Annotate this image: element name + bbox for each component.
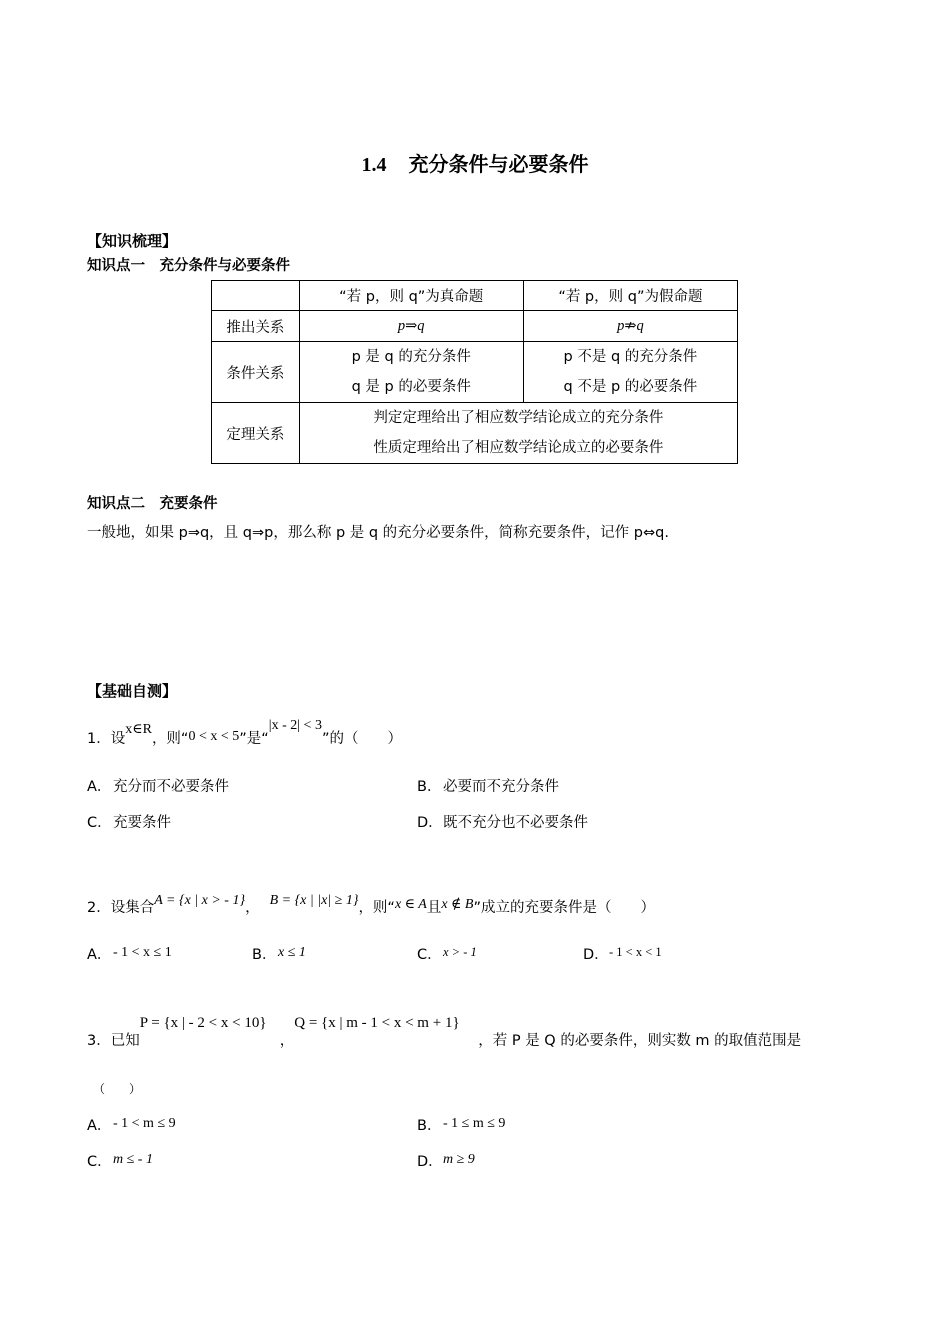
q2-math-c: x ∈ A [394, 897, 427, 912]
derivation-true: p⇒q [299, 311, 523, 342]
q3-text-a: 3．已知 [87, 1033, 140, 1049]
q2-text-b: ， [245, 900, 260, 916]
q2-option-d: D．- 1 < x < 1 [583, 945, 662, 963]
knowledge-point-2-body: 一般地，如果 p⇒q，且 q⇒p，那么称 p 是 q 的充分必要条件，简称充要条件，记作 p⇔q. [87, 525, 669, 541]
knowledge-table [211, 280, 738, 464]
q3-math-a: P = {x | - 2 < x < 10} [139, 1015, 267, 1031]
q2-math-d: x ∉ B [441, 897, 474, 912]
q1-text-d: ”的（ ） [321, 731, 402, 747]
condition-false-line-2: q 不是 p 的必要条件 [563, 379, 698, 395]
q2-option-c: C．x > - 1 [417, 945, 477, 963]
title-number: 1.4 [361, 154, 387, 176]
q1-math-b: 0 < x < 5 [188, 729, 240, 744]
q3-text-b: ， [279, 1033, 295, 1049]
q1-text-b: ，则“ [151, 731, 189, 747]
question-2-stem [87, 893, 655, 917]
condition-false-line-1: p 不是 q 的充分条件 [563, 349, 698, 365]
section-header-selftest: 【基础自测】 [87, 682, 178, 700]
q1-option-b: B． 必要而不充分条件 [417, 779, 559, 795]
q3-math-b: Q = {x | m - 1 < x < m + 1} [294, 1015, 460, 1031]
q2-math-a: A = {x | x > - 1} [154, 893, 246, 908]
q3-text-c: ，若 P 是 Q 的必要条件，则实数 m 的取值范围是 [478, 1033, 802, 1049]
q1-math-c: |x - 2| < 3 [268, 718, 322, 733]
question-3-stem [87, 1015, 802, 1050]
q3-answer-paren: （ ） [93, 1082, 142, 1096]
q2-text-e: ”成立的充要条件是（ ） [473, 900, 655, 916]
q2-text-c: ，则“ [358, 900, 395, 916]
question-1-stem [87, 718, 402, 748]
q3-option-c: C．m ≤ - 1 [87, 1152, 153, 1170]
condition-true-line-2: q 是 p 的必要条件 [351, 379, 471, 395]
theorem-cell [299, 403, 737, 464]
condition-true-line-1: p 是 q 的充分条件 [351, 349, 471, 365]
q2-math-b: B = {x | |x| ≥ 1} [269, 893, 359, 908]
row-label-condition: 条件关系 [212, 342, 300, 403]
table-header-false: “若 p，则 q”为假命题 [523, 281, 737, 311]
q2-option-a: A． - 1 < x ≤ 1 [87, 945, 172, 963]
table-corner-cell [212, 281, 300, 311]
q1-option-d: D．既不充分也不必要条件 [417, 815, 588, 831]
page-title [0, 148, 950, 177]
q3-option-b: B． - 1 ≤ m ≤ 9 [417, 1116, 506, 1134]
q1-text-a: 1．设 [87, 731, 126, 747]
title-text: 充分条件与必要条件 [408, 152, 589, 176]
q1-text-c: ”是“ [239, 731, 269, 747]
knowledge-point-2-title: 知识点二 充要条件 [87, 496, 218, 512]
q1-option-a: A． 充分而不必要条件 [87, 779, 229, 795]
q1-math-a: x∈R [125, 722, 152, 737]
row-label-derivation: 推出关系 [212, 311, 300, 342]
q2-text-d: 且 [426, 900, 442, 916]
condition-true-cell [299, 342, 523, 403]
q2-text-a: 2．设集合 [87, 900, 155, 916]
row-label-theorem: 定理关系 [212, 403, 300, 464]
condition-false-cell [523, 342, 737, 403]
derivation-false: p⇏q [523, 311, 737, 342]
q2-option-b: B． x ≤ 1 [252, 945, 306, 963]
q1-option-c: C．充要条件 [87, 815, 171, 831]
q3-option-a: A． - 1 < m ≤ 9 [87, 1116, 176, 1134]
theorem-line-2: 性质定理给出了相应数学结论成立的必要条件 [373, 440, 664, 456]
q3-option-d: D．m ≥ 9 [417, 1152, 475, 1170]
theorem-line-1: 判定定理给出了相应数学结论成立的充分条件 [373, 410, 664, 426]
section-header-knowledge: 【知识梳理】 [87, 232, 178, 250]
knowledge-point-1-title: 知识点一 充分条件与必要条件 [87, 258, 290, 274]
table-header-true: “若 p，则 q”为真命题 [299, 281, 523, 311]
